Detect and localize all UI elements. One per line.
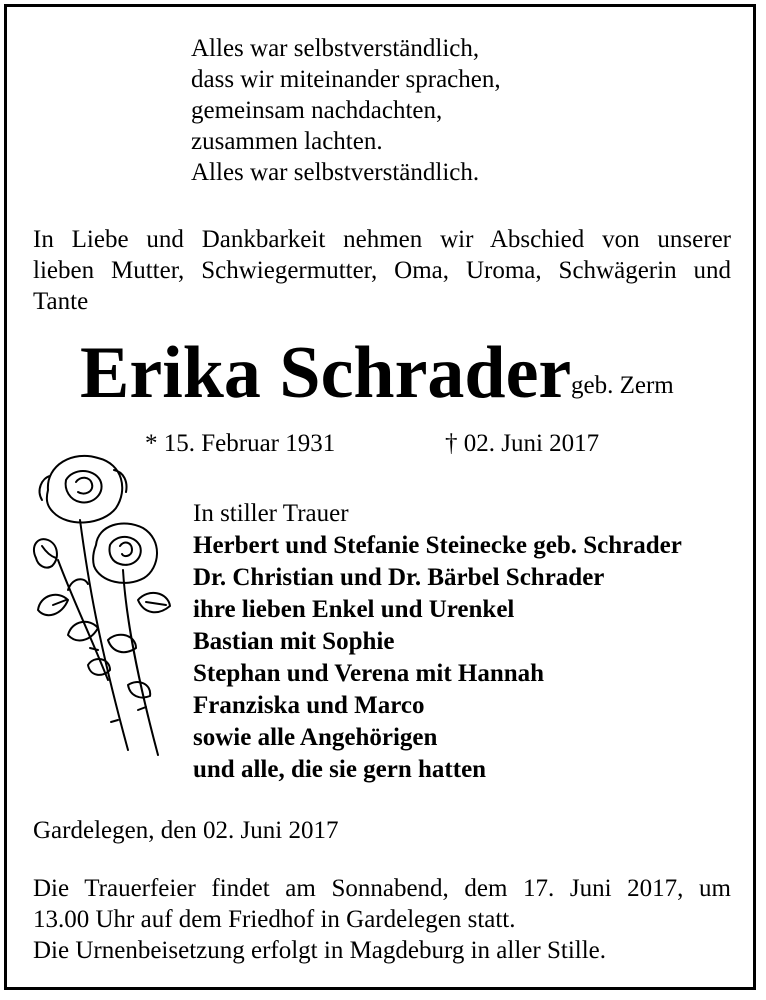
- mourner-line: Stephan und Verena mit Hannah: [193, 660, 545, 687]
- roses-illustration-icon: [28, 450, 178, 770]
- poem-line: Alles war selbstverständlich.: [191, 159, 480, 186]
- death-date: † 02. Juni 2017: [445, 430, 600, 457]
- mourner-line: ihre lieben Enkel und Urenkel: [193, 596, 515, 623]
- mourner-line: Dr. Christian und Dr. Bärbel Schrader: [193, 564, 605, 591]
- funeral-line: Die Urnenbeisetzung erfolgt in Magdeburg in aller Stille.: [33, 937, 606, 964]
- intro-line: In Liebe und Dankbarkeit nehmen wir Abschied von unserer: [33, 226, 731, 253]
- poem-line: gemeinsam nachdachten,: [191, 97, 443, 124]
- funeral-line: 13.00 Uhr auf dem Friedhof in Gardelegen statt.: [33, 906, 516, 933]
- mourner-line: Herbert und Stefanie Steinecke geb. Schrader: [193, 532, 682, 559]
- mourner-line: Franziska und Marco: [193, 692, 425, 719]
- funeral-line: Die Trauerfeier findet am Sonnabend, dem 17. Juni 2017, um: [33, 875, 731, 902]
- poem-line: dass wir miteinander sprachen,: [191, 66, 501, 93]
- intro-line: Tante: [33, 288, 89, 315]
- poem-line: zusammen lachten.: [191, 128, 383, 155]
- deceased-name: Erika Schrader: [80, 332, 572, 414]
- maiden-name: geb. Zerm: [571, 372, 674, 399]
- place-date: Gardelegen, den 02. Juni 2017: [33, 817, 339, 844]
- intro-line: lieben Mutter, Schwiegermutter, Oma, Uroma, Schwägerin und: [33, 257, 731, 284]
- birth-date: * 15. Februar 1931: [145, 430, 336, 457]
- poem-line: Alles war selbstverständlich,: [191, 35, 480, 62]
- mourners-heading: In stiller Trauer: [193, 500, 349, 527]
- mourner-line: Bastian mit Sophie: [193, 628, 395, 655]
- mourner-line: sowie alle Angehörigen: [193, 724, 438, 751]
- mourner-line: und alle, die sie gern hatten: [193, 756, 487, 783]
